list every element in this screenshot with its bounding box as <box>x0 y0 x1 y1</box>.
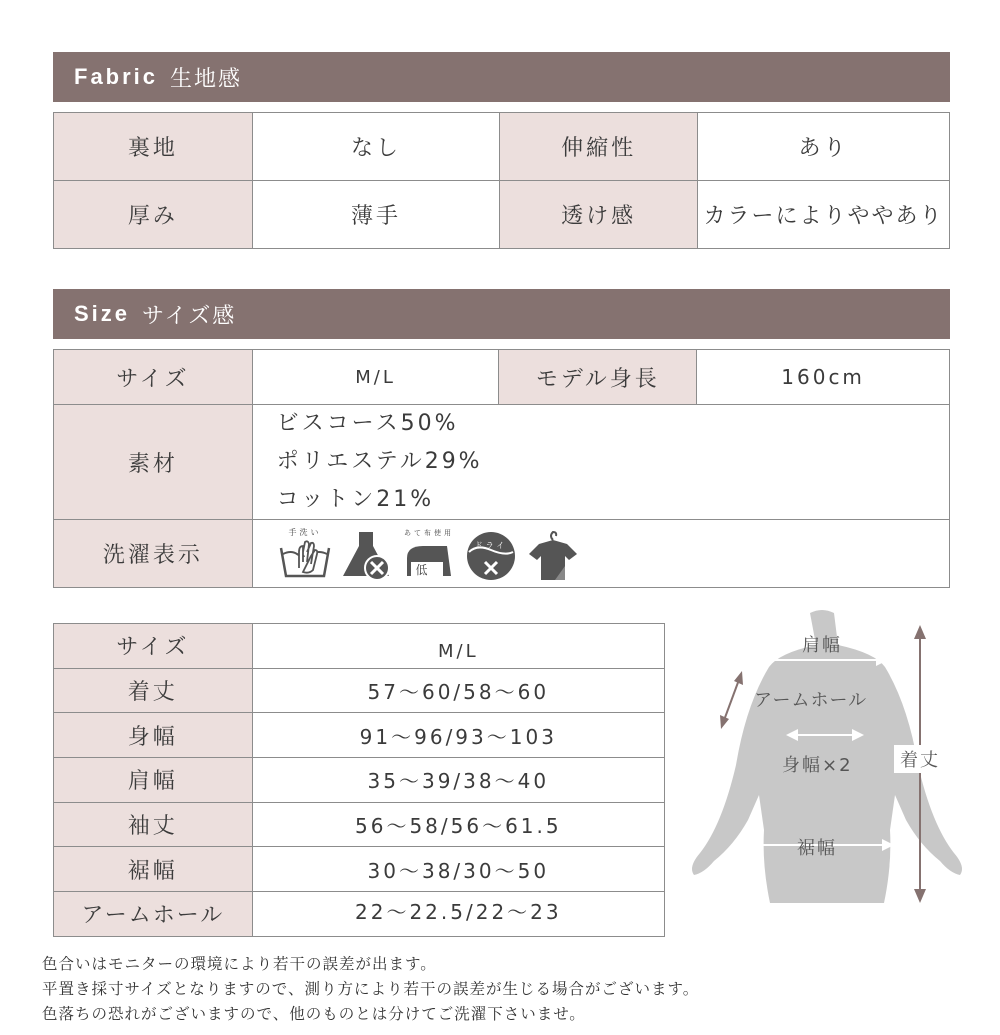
material-list <box>252 405 949 520</box>
no-bleach-icon <box>339 526 395 582</box>
model-height-value: 160cm <box>697 350 950 405</box>
table-row <box>54 350 950 405</box>
table-row <box>54 405 950 520</box>
measure-header-value: M/L <box>252 624 664 669</box>
garment-diagram <box>670 605 980 925</box>
hem-label: 裾幅 <box>797 838 837 859</box>
svg-text:手洗い: 手洗い <box>288 527 322 537</box>
material-item: ポリエステル29% <box>276 449 483 474</box>
table-row <box>54 892 665 937</box>
care-label: 洗濯表示 <box>54 520 253 588</box>
table-row <box>54 802 665 847</box>
table-row <box>54 668 665 713</box>
note-line: 平置き採寸サイズとなりますので、測り方により若干の誤差が生じる場合がございます。 <box>42 980 700 998</box>
shoulder-value: 35〜39/38〜40 <box>252 758 664 803</box>
model-height-label: モデル身長 <box>499 350 697 405</box>
measure-header-label: サイズ <box>54 624 253 669</box>
svg-text:ドライ: ドライ <box>474 540 508 550</box>
sheerness-value: カラーによりややあり <box>697 181 949 249</box>
size-title-ja: サイズ感 <box>142 303 237 329</box>
fabric-title-ja: 生地感 <box>170 66 243 92</box>
armhole-label: アームホール <box>54 892 253 937</box>
size-label: サイズ <box>54 350 253 405</box>
note-line: 色落ちの恐れがございますので、他のものとは分けてご洗濯下さいませ。 <box>42 1005 586 1023</box>
fabric-section-header <box>53 52 950 102</box>
armhole-label: アームホール <box>754 690 868 711</box>
table-row <box>54 113 950 181</box>
no-dry-clean-icon <box>463 526 519 582</box>
length-value: 57〜60/58〜60 <box>252 668 664 713</box>
table-row <box>54 847 665 892</box>
armhole-value: 22〜22.5/22〜23 <box>252 892 664 937</box>
table-row <box>54 624 665 669</box>
hem-label: 裾幅 <box>54 847 253 892</box>
material-label: 素材 <box>54 405 253 520</box>
stretch-label: 伸縮性 <box>500 113 698 181</box>
care-symbols <box>252 520 949 588</box>
notes <box>42 952 699 1027</box>
iron-low-icon <box>401 526 457 582</box>
svg-text:あて布使用: あて布使用 <box>403 528 454 537</box>
table-row <box>54 520 950 588</box>
fabric-table <box>53 112 950 249</box>
stretch-value: あり <box>697 113 949 181</box>
hem-value: 30〜38/30〜50 <box>252 847 664 892</box>
body-width-label: 身幅×2 <box>782 755 853 776</box>
sheerness-label: 透け感 <box>500 181 698 249</box>
thickness-value: 薄手 <box>252 181 500 249</box>
length-label: 着丈 <box>54 668 253 713</box>
body-width-value: 91〜96/93〜103 <box>252 713 664 758</box>
hand-wash-icon <box>277 526 333 582</box>
size-value: M/L <box>252 350 499 405</box>
shoulder-label: 肩幅 <box>54 758 253 803</box>
table-row <box>54 758 665 803</box>
size-table <box>53 349 950 588</box>
thickness-label: 厚み <box>54 181 253 249</box>
lining-label: 裏地 <box>54 113 253 181</box>
length-label: 着丈 <box>900 750 940 771</box>
body-width-label: 身幅 <box>54 713 253 758</box>
material-item: ビスコース50% <box>276 411 459 436</box>
size-title-en: Size <box>74 301 131 326</box>
sleeve-value: 56〜58/56〜61.5 <box>252 802 664 847</box>
shoulder-label: 肩幅 <box>802 635 842 656</box>
svg-text:低: 低 <box>415 562 431 577</box>
note-line: 色合いはモニターの環境により若干の誤差が出ます。 <box>42 955 437 973</box>
material-item: コットン21% <box>276 487 435 512</box>
table-row <box>54 181 950 249</box>
hang-dry-icon <box>525 526 581 582</box>
sleeve-label: 袖丈 <box>54 802 253 847</box>
measurement-table <box>53 623 665 937</box>
lining-value: なし <box>252 113 500 181</box>
fabric-title-en: Fabric <box>74 64 159 89</box>
size-section-header <box>53 289 950 339</box>
table-row <box>54 713 665 758</box>
